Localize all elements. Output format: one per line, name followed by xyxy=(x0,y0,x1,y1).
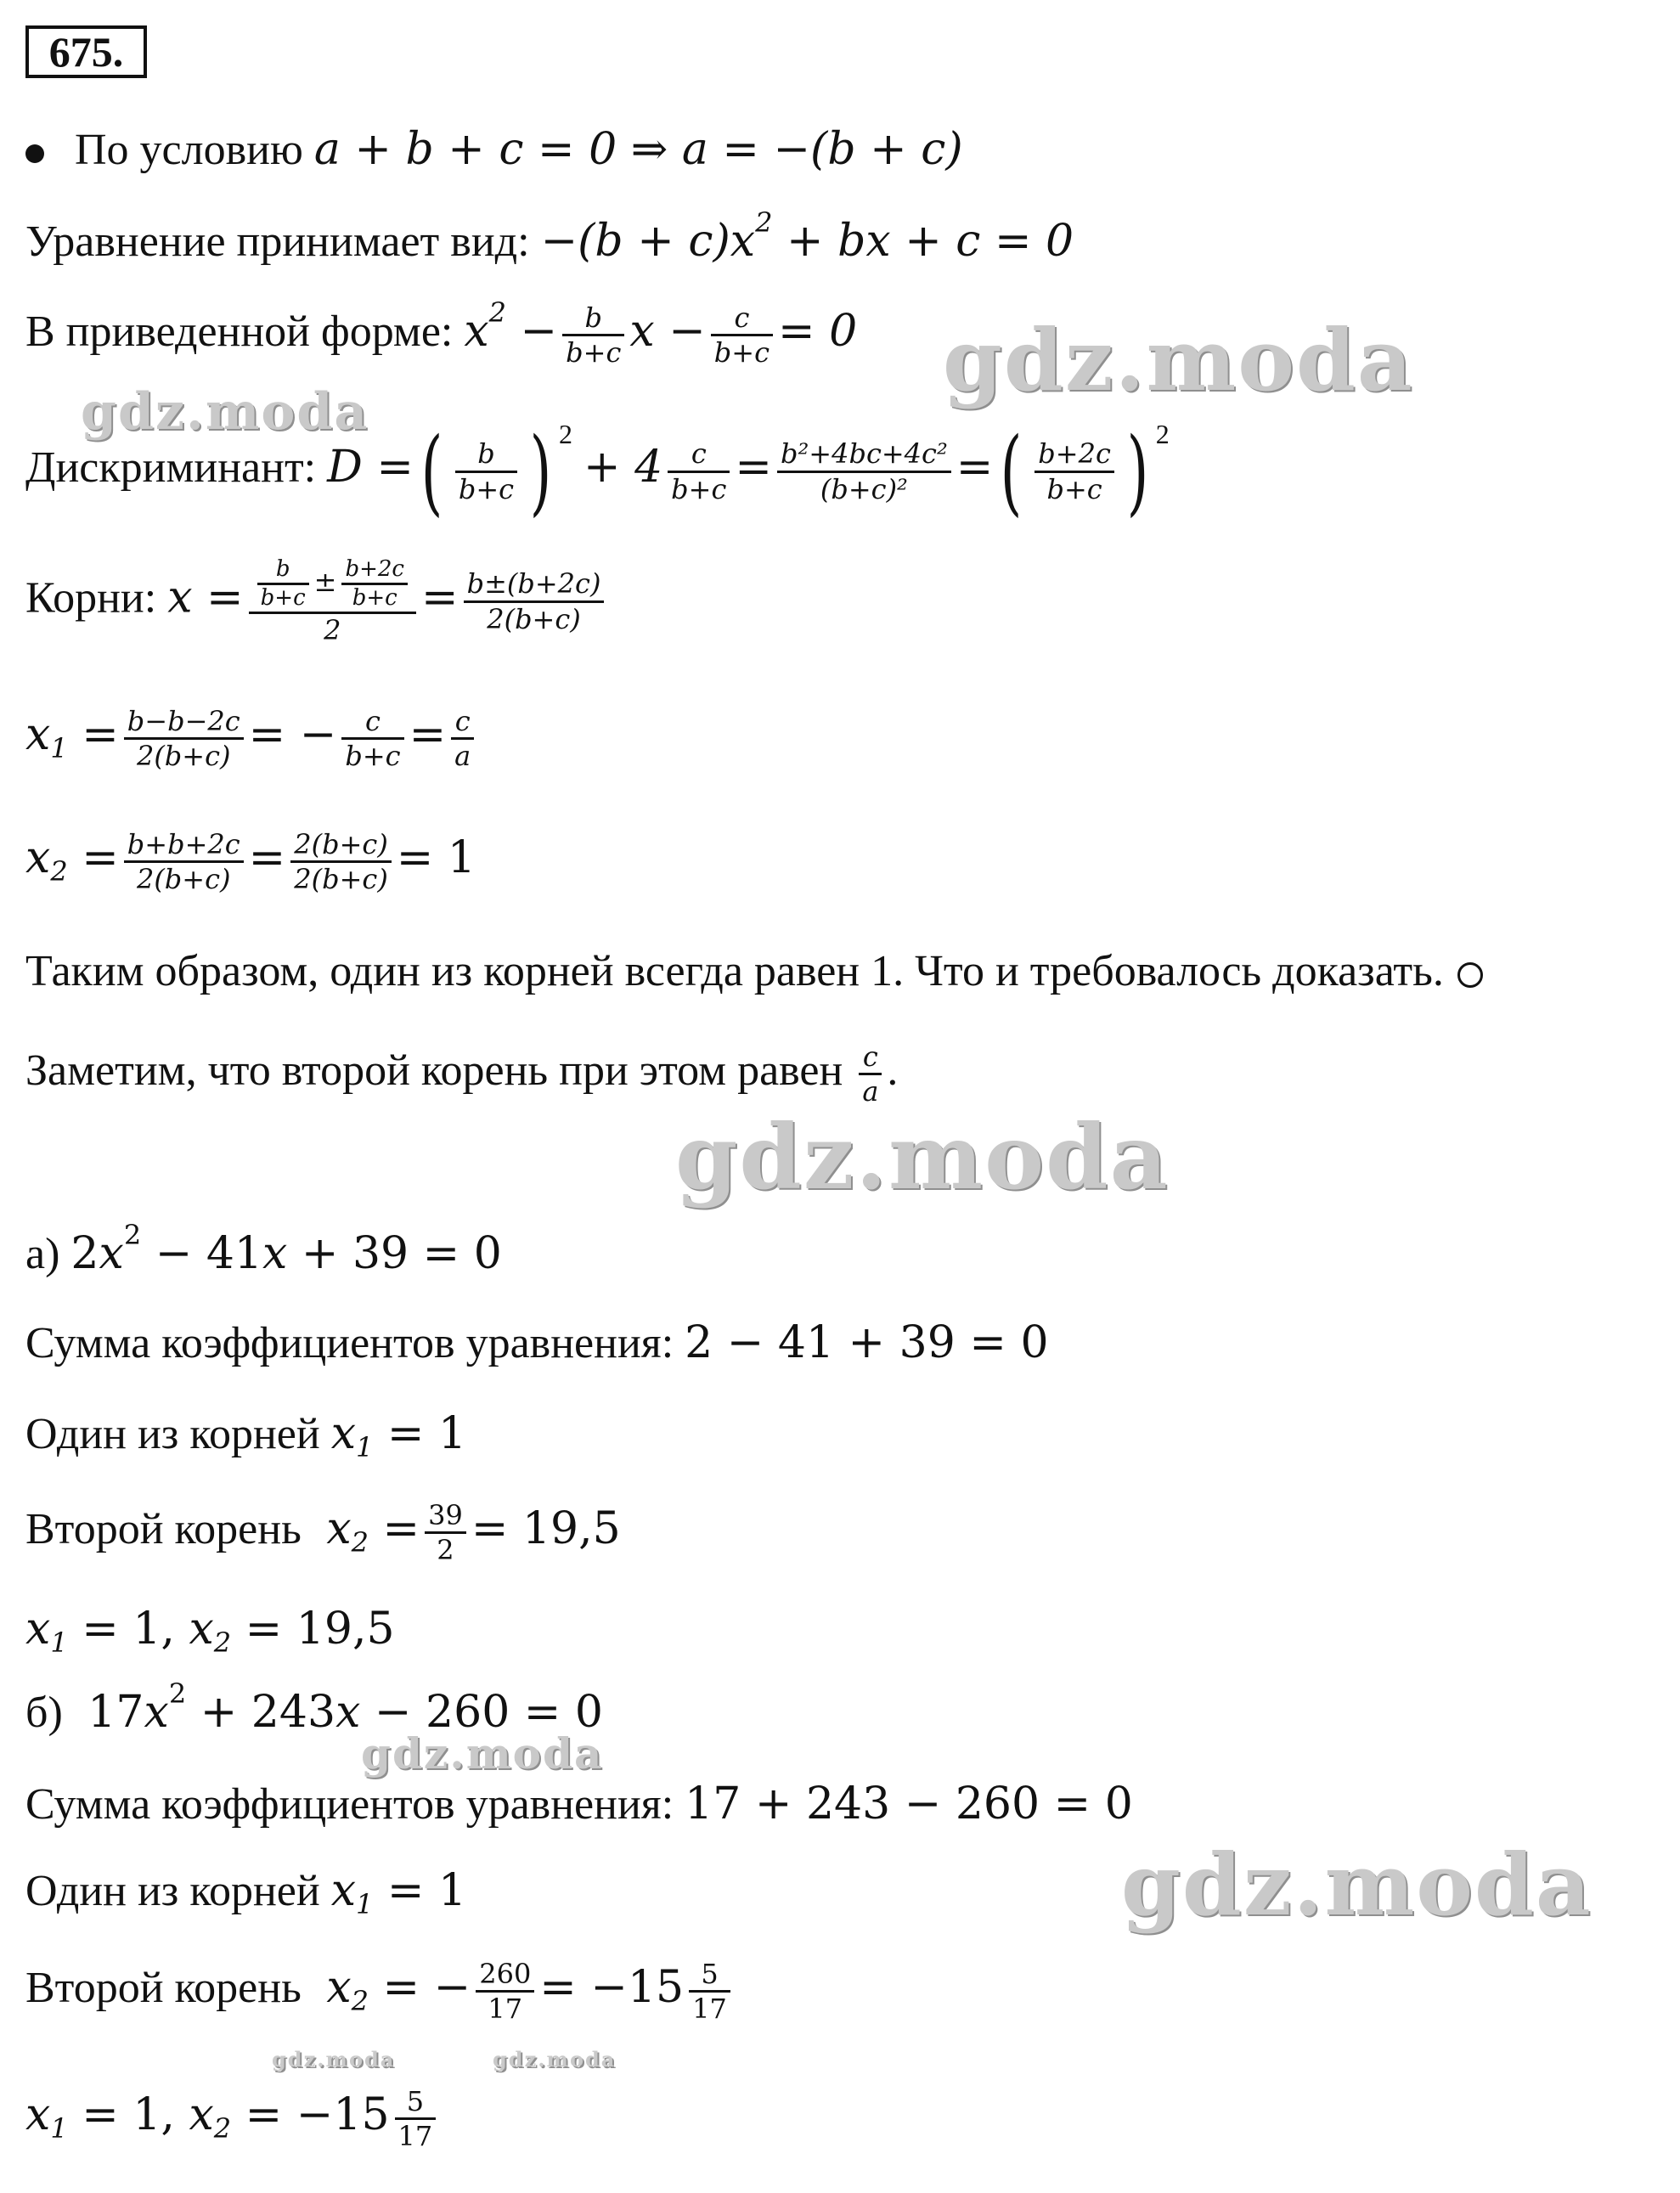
part-b-answer: $x_1 = 1$, $x_2 = -15$ $\frac{5}{17}$ xyxy=(25,2085,441,2153)
note-line: Заметим, что второй корень при этом равен $\frac{c}{a}$ . xyxy=(25,1040,899,1108)
conclusion-text: Таким образом, один из корней всегда равен 1. Что и требовалось доказать. xyxy=(25,947,1444,995)
sum-prefix-a: Сумма коэффициентов уравнения: xyxy=(25,1319,674,1367)
problem-number: 675. xyxy=(25,25,147,78)
watermark-7: gdz.moda xyxy=(493,2047,617,2072)
part-a-answer: $x_1 = 1$, $x_2 = 19,5$ xyxy=(25,1604,395,1659)
part-b-sum-line xyxy=(25,1779,1133,1829)
part-a-sum-line xyxy=(25,1317,1049,1368)
discriminant-line: Дискриминант: D =( $\frac{b}{b+c}$ ) $^2$ + 4 $\frac{c}{b+c}$ = $\frac{\text{b²+4bc+4c²}}{\text{(b+c)²}}$ =( $\frac{b+2c}{b+c}$ ) $^2$ xyxy=(25,417,1170,526)
second-root-prefix-a: Второй корень xyxy=(25,1504,302,1553)
discriminant-prefix: Дискриминант: xyxy=(25,443,317,492)
part-a-second-root: Второй корень $x_2$ = $\frac{39}{2}$ = 19,5 xyxy=(25,1499,621,1567)
reduced-prefix: В приведенной форме: xyxy=(25,307,454,356)
reduced-form-line: В приведенной форме: $x^2$ − $\frac{b}{b+c}$ x − $\frac{c}{b+c}$ = 0 xyxy=(25,296,858,369)
sum-prefix-b: Сумма коэффициентов уравнения: xyxy=(25,1780,674,1829)
condition-prefix: По условию xyxy=(75,126,303,174)
watermark-4: gdz.moda xyxy=(361,1728,604,1779)
equation-prefix: Уравнение принимает вид: xyxy=(25,217,530,266)
part-b-equation: б) $17x^2 + 243x - 260 = 0$ xyxy=(25,1677,603,1738)
condition-math: a + b + c = 0 ⇒ a = −(b + c) xyxy=(313,124,963,175)
one-root-prefix-a: Один из корней xyxy=(25,1410,320,1458)
one-root-prefix-b: Один из корней xyxy=(25,1867,320,1915)
conclusion-line xyxy=(25,947,1483,995)
equation-line: Уравнение принимает вид: $-(b + c)x^2$ + bx + c = 0 xyxy=(25,206,1074,267)
second-root-prefix-b: Второй корень xyxy=(25,1963,302,2012)
watermark-2: gdz.moda xyxy=(81,382,369,442)
watermark-6: gdz.moda xyxy=(272,2047,396,2072)
watermark-5: gdz.moda xyxy=(1121,1835,1593,1935)
part-a-one-root: Один из корней $x_1 = 1$ xyxy=(25,1408,467,1463)
watermark-1: gdz.moda xyxy=(943,310,1414,410)
part-b-one-root: Один из корней $x_1 = 1$ xyxy=(25,1865,467,1920)
roots-line: Корни: x = $\frac{b}{b+c}$ ± $\frac{b+2c}{b+c}$ 2 = $\frac{b\pm(b+2c)}{2(b+c)}$ xyxy=(25,556,609,647)
note-prefix: Заметим, что второй корень при этом равен xyxy=(25,1046,843,1095)
bullet-icon xyxy=(25,144,44,163)
x1-derivation-line: $x_1$ = $\frac{b-b-2c}{2(b+c)}$ = − $\frac{c}{b+c}$ = $\frac{c}{a}$ xyxy=(25,705,479,773)
end-of-proof-icon xyxy=(1457,962,1483,988)
watermark-3: gdz.moda xyxy=(675,1104,1170,1209)
sum-a: 2 − 41 + 39 = 0 xyxy=(685,1317,1049,1368)
part-b-label: б) xyxy=(25,1688,63,1737)
part-a-equation: а) $2x^2 - 41x + 39 = 0$ xyxy=(25,1219,502,1279)
roots-prefix: Корни: xyxy=(25,573,157,623)
x2-derivation-line: $x_2$ = $\frac{b+b+2c}{2(b+c)}$ = $\frac{2(b+c)}{2(b+c)}$ = 1 xyxy=(25,828,476,896)
part-a-label: а) xyxy=(25,1230,60,1278)
part-b-second-root: Второй корень $x_2$ = − $\frac{260}{17}$ = −15 $\frac{5}{17}$ xyxy=(25,1958,736,2026)
condition-line xyxy=(25,124,963,175)
sum-b: 17 + 243 − 260 = 0 xyxy=(685,1779,1133,1829)
